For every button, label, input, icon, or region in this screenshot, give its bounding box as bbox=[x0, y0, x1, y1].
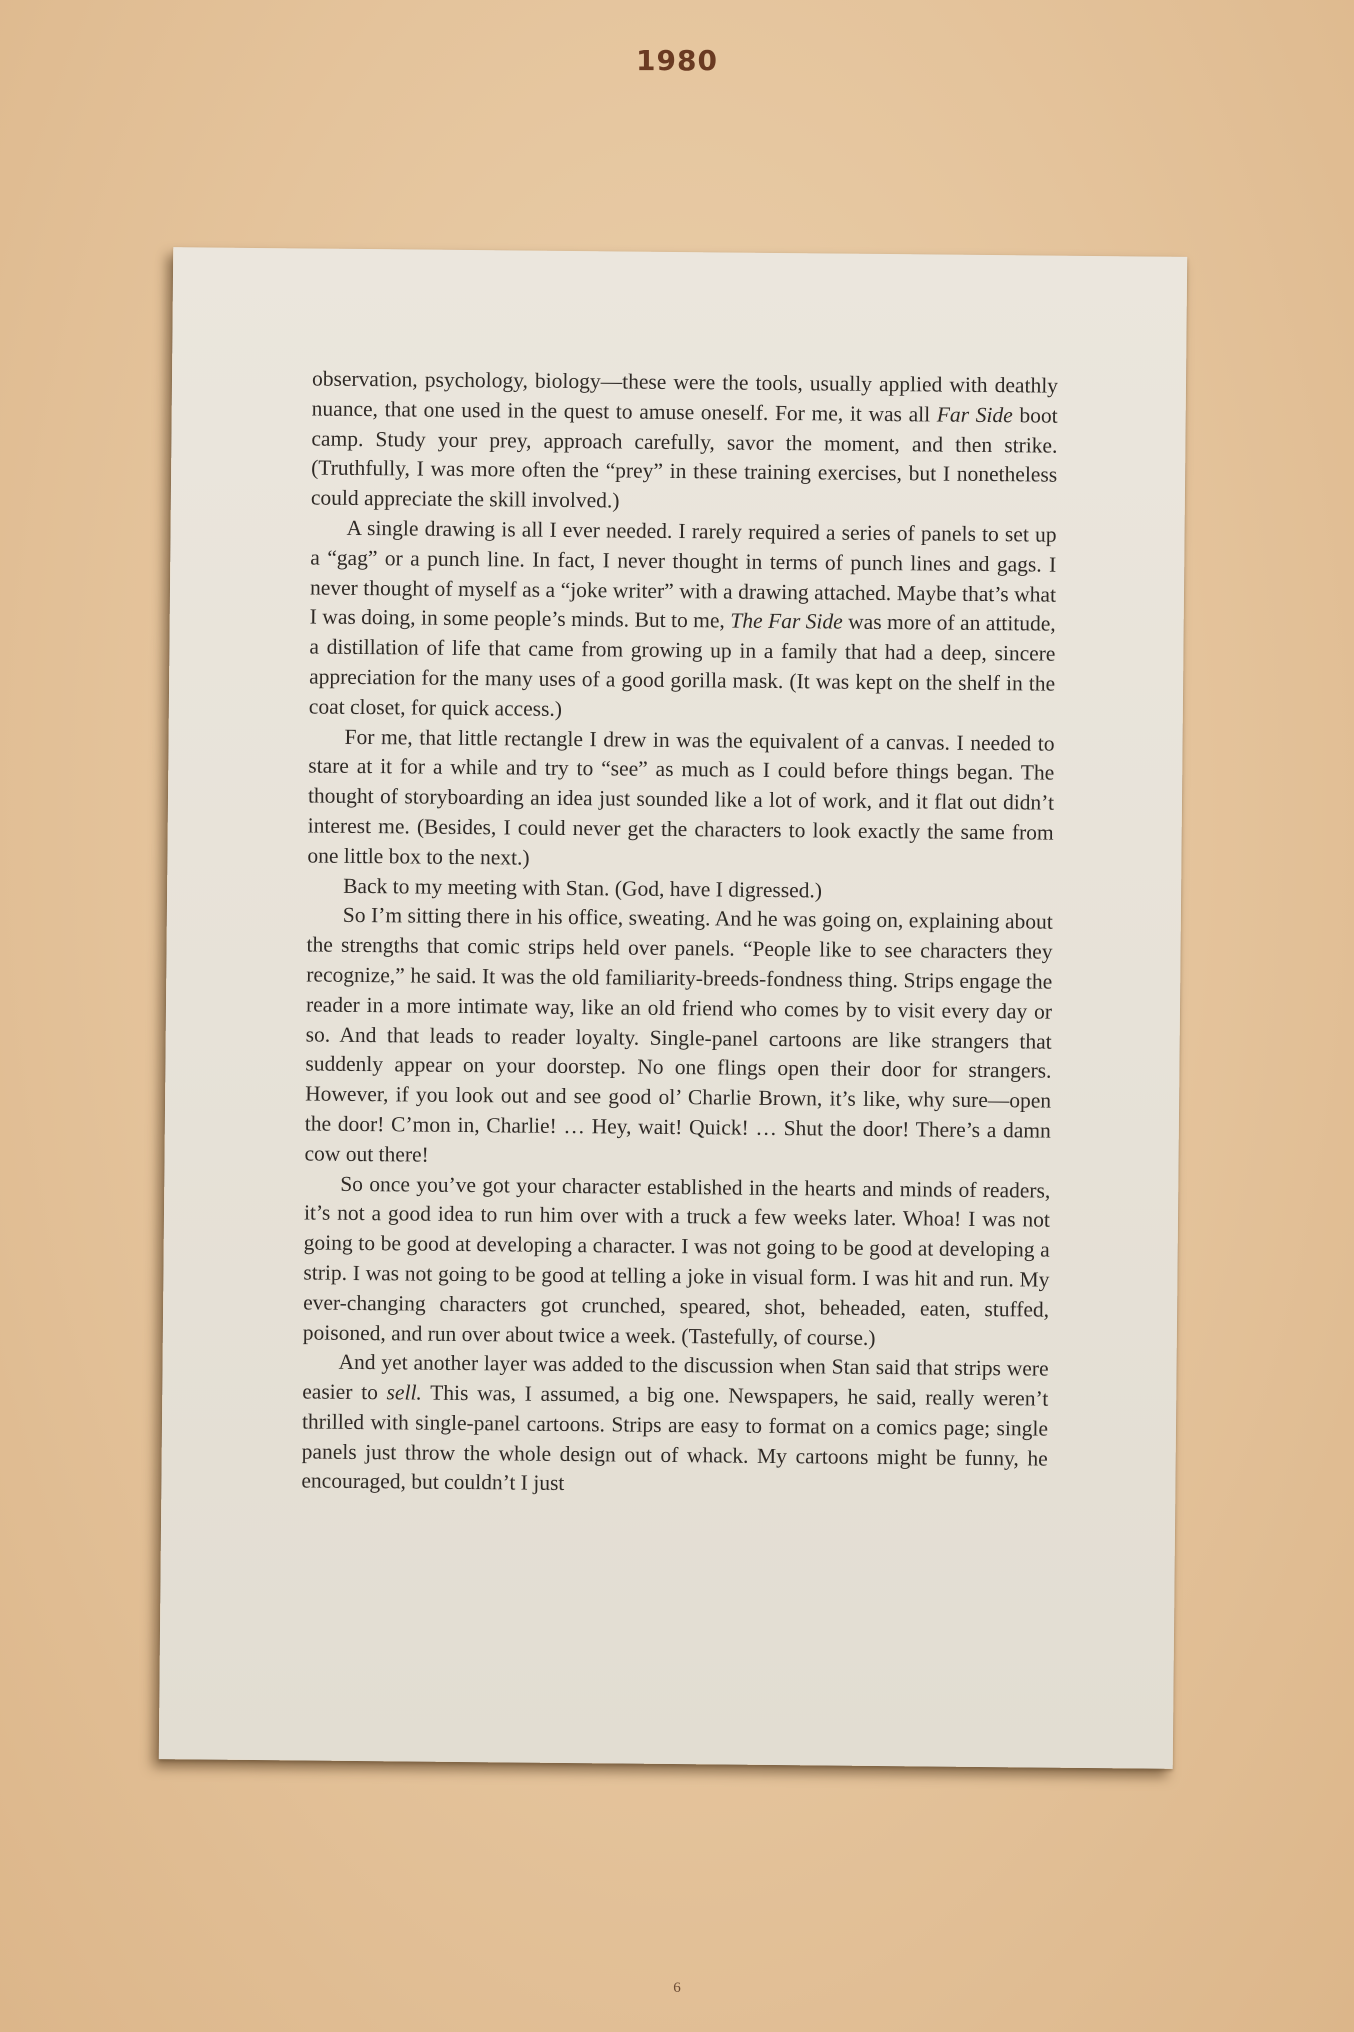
paragraph-7: And yet another layer was added to the discussion when Stan said that strips were easier to sell. This was, I assumed, a big one. Newspapers, he said, really weren’t thrilled with single-panel cartoons. Strips are easy to format on a comics page; single panels just throw the whole design out of whack. My cartoons might be funny, he encouraged, but couldn’t I just bbox=[301, 1350, 1049, 1496]
paragraph-2: A single drawing is all I ever needed. I rarely required a series of panels to set up a “gag” or a punch line. In fact, I never thought in terms of punch lines and gags. I never thought of myself as a “joke writer” with a drawing attached. Maybe that’s what I was doing, in some people’s minds. But to me, The Far Side was more of an attitude, a distillation of life that came from growing up in a family that had a deep, sincere appreciation for the many uses of a good gorilla mask. (It was kept on the shelf in the coat closet, for quick access.) bbox=[308, 515, 1057, 721]
paragraph-4: Back to my meeting with Stan. (God, have I digressed.) bbox=[343, 873, 823, 902]
page-number: 6 bbox=[673, 1980, 681, 1996]
typed-page bbox=[159, 247, 1187, 1769]
paragraph-1: observation, psychology, biology—these were the tools, usually applied with deathly nuance, that one used in the quest to amuse oneself. For me, it was all Far Side boot camp. Study your prey, approach carefully, savor the moment, and then strike. (Truthfully, I was more often the “prey” in these training exercises, but I nonetheless could appreciate the skill involved.) bbox=[310, 366, 1059, 513]
paragraph-6: So once you’ve got your character established in the hearts and minds of readers, it’s not a good idea to run him over with a truck a few weeks later. Whoa! I was not going to be good at developing a character. I was not going to be good at developing a strip. I was not going to be good at telling a joke in visual form. I was hit and run. My ever-changing characters got crunched, speared, shot, beheaded, eaten, stuffed, poisoned, and run over about twice a week. (Tastefully, of course.) bbox=[302, 1171, 1051, 1350]
paragraph-3: For me, that little rectangle I drew in was the equivalent of a canvas. I needed to stare at it for a while and try to “see” as much as I could before things began. The thought of storyboarding an idea just sounded like a lot of work, and it flat out didn’t interest me. (Besides, I could never get the characters to look exactly the same from one little box to the next.) bbox=[307, 724, 1055, 870]
chapter-year-header: 1980 bbox=[636, 44, 718, 77]
paragraph-5: So I’m sitting there in his office, sweating. And he was going on, explaining about the strengths that comic strips held over panels. “People like to see characters they recognize,” he said. It was the old familiarity-breeds-fondness thing. Strips engage the reader in a more intimate way, like an old friend who comes by to visit every day or so. And that leads to reader loyalty. Single-panel cartoons are like strangers that suddenly appear on your doorstep. No one flings open their door for strangers. However, if you look out and see good ol’ Charlie Brown, it’s like, why sure—open the door! C’mon in, Charlie! … Hey, wait! Quick! … Shut the door! There’s a damn cow out there! bbox=[304, 903, 1053, 1167]
body-text bbox=[301, 365, 1058, 1504]
